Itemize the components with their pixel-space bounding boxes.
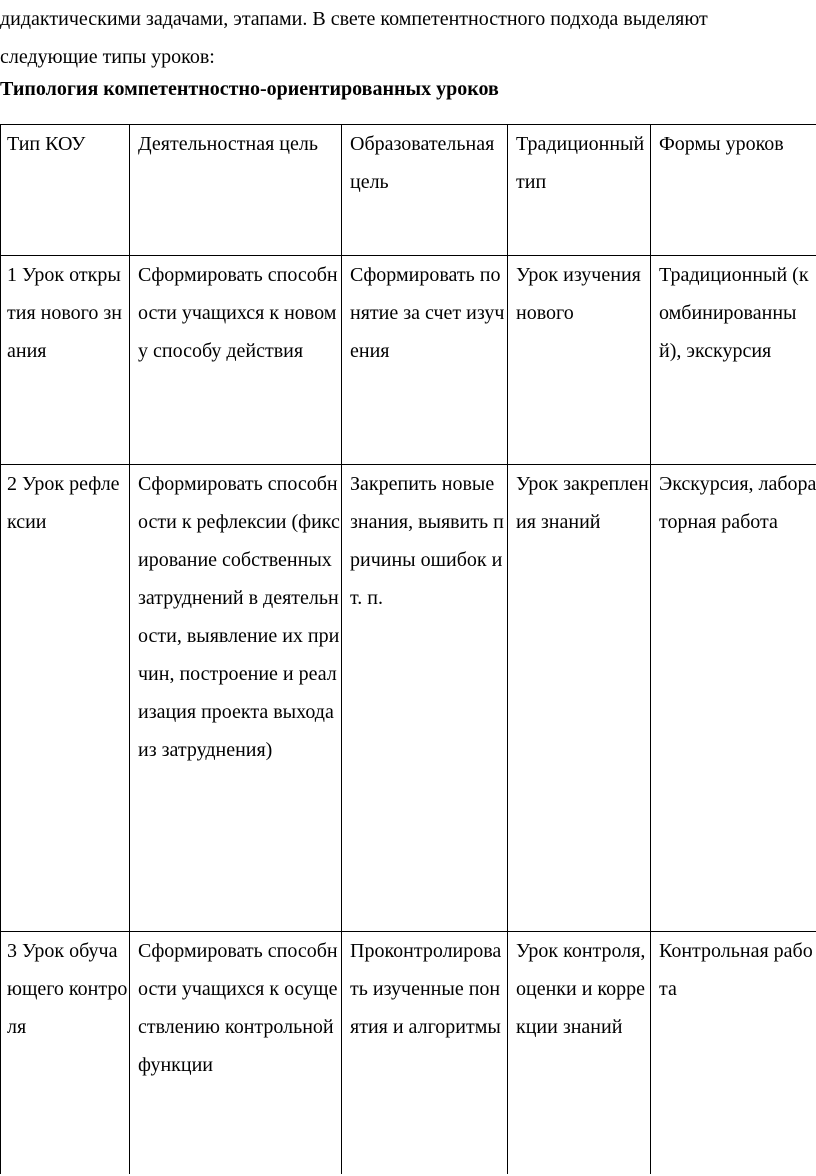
table-cell: Контрольная работа xyxy=(651,932,816,1175)
table-cell: Сформировать способности учащихся к новому способу действия xyxy=(130,256,342,465)
table-row xyxy=(1,932,816,1175)
header-cell: Традиционный тип xyxy=(508,125,651,256)
table-row xyxy=(1,465,816,932)
table-title: Типология компетентностно-ориентированных уроков xyxy=(0,78,499,100)
lesson-typology-table xyxy=(0,124,816,1174)
table-cell: 2 Урок рефлексии xyxy=(1,465,130,932)
header-cell: Формы уроков xyxy=(651,125,816,256)
table-cell: Урок изучения нового xyxy=(508,256,651,465)
table-cell: Закрепить новые знания, выявить причины ошибок и т. п. xyxy=(342,465,508,932)
table-cell: Экскурсия, лабораторная работа xyxy=(651,465,816,932)
header-cell: Образовательная цель xyxy=(342,125,508,256)
table-cell: Урок контроля, оценки и коррекции знаний xyxy=(508,932,651,1175)
table-cell: Сформировать способности учащихся к осуществлению контрольной функции xyxy=(130,932,342,1175)
header-cell: Тип КОУ xyxy=(1,125,130,256)
table-cell: 1 Урок открытия нового знания xyxy=(1,256,130,465)
table-row xyxy=(1,256,816,465)
intro-paragraph: дидактическими задачами, этапами. В свете компетентностного подхода выделяют следующие типы уроков: xyxy=(0,8,708,68)
header-cell: Деятельностная цель xyxy=(130,125,342,256)
table-header-row xyxy=(1,125,816,256)
table-cell: Сформировать способности к рефлексии (фиксирование собственных затруднений в деятельности, выявление их причин, построение и реализация проекта выхода из затруднения) xyxy=(130,465,342,932)
table-cell: 3 Урок обучающего контроля xyxy=(1,932,130,1175)
table-cell: Проконтролировать изученные понятия и алгоритмы xyxy=(342,932,508,1175)
table-cell: Урок закрепления знаний xyxy=(508,465,651,932)
table-cell: Сформировать понятие за счет изучения xyxy=(342,256,508,465)
table-cell: Традиционный (комбинированный), экскурсия xyxy=(651,256,816,465)
